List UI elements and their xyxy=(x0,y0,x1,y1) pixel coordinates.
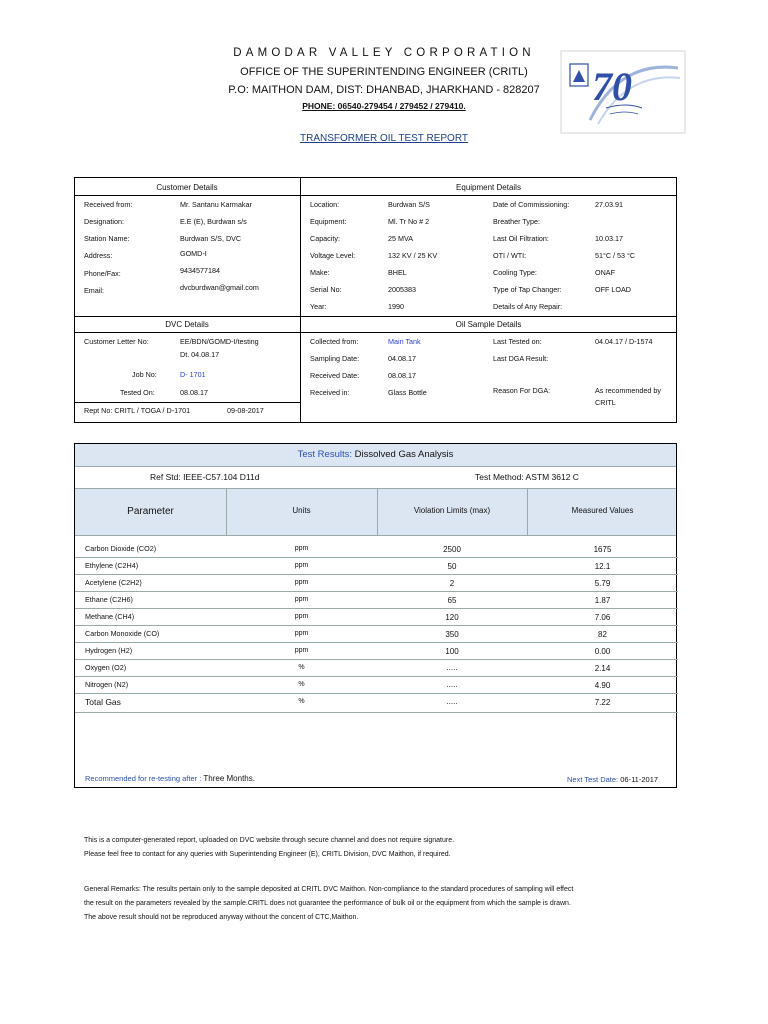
customer-value: E.E (E), Burdwan s/s xyxy=(180,217,247,226)
report-title: TRANSFORMER OIL TEST REPORT xyxy=(300,133,468,144)
last-tested-value: 04.04.17 / D-1574 xyxy=(595,337,653,346)
equipment-label: Last Oil Filtration: xyxy=(493,234,549,243)
letter-label: Customer Letter No: xyxy=(84,337,149,346)
organization-name: DAMODAR VALLEY CORPORATION xyxy=(233,47,535,59)
general-remarks-3: The above result should not be reproduced anyway without the concent of CTC,Maithon. xyxy=(84,914,359,921)
param-cell: Nitrogen (N2) xyxy=(85,680,129,689)
equipment-label: Voltage Level: xyxy=(310,251,356,260)
limit-cell: 2 xyxy=(449,579,455,588)
customer-details-title: Customer Details xyxy=(156,183,218,192)
tested-label: Tested On: xyxy=(120,388,155,397)
param-cell: Acetylene (C2H2) xyxy=(85,578,142,587)
oil-value: Glass Bottle xyxy=(388,388,427,397)
general-remarks-1: General Remarks: The results pertain only to the sample deposited at CRITL DVC Maithon. Non-compliance to the standard procedures of sampling will effect xyxy=(84,886,574,893)
value-cell: 7.06 xyxy=(594,613,611,622)
value-cell: 82 xyxy=(598,630,607,639)
tested-value: 08.08.17 xyxy=(180,388,208,397)
customer-value: 9434577184 xyxy=(180,266,220,275)
equipment-value: Burdwan S/S xyxy=(388,200,430,209)
limit-cell: 2500 xyxy=(443,545,461,554)
value-cell: 2.14 xyxy=(594,664,611,673)
details-box xyxy=(74,177,677,423)
oil-label: Received Date: xyxy=(310,371,360,380)
dvc-details-title: DVC Details xyxy=(165,320,209,329)
test-results-title: Test Results: Dissolved Gas Analysis xyxy=(297,449,454,460)
retest-recommendation: Recommended for re-testing after : Three Months. xyxy=(85,774,255,783)
unit-cell: % xyxy=(298,664,305,671)
letter-date: Dt. 04.08.17 xyxy=(180,350,220,359)
test-method: Test Method: ASTM 3612 C xyxy=(475,472,579,482)
equipment-label: Cooling Type: xyxy=(493,268,537,277)
equipment-value: OFF LOAD xyxy=(595,285,631,294)
test-results-table xyxy=(74,443,677,788)
job-label: Job No: xyxy=(132,370,157,379)
equipment-value: 25 MVA xyxy=(388,234,414,243)
param-cell: Carbon Monoxide (CO) xyxy=(85,629,160,638)
limit-cell: 350 xyxy=(445,630,459,639)
unit-cell: ppm xyxy=(294,545,309,552)
equipment-label: Details of Any Repair: xyxy=(493,302,563,311)
oil-value: Main Tank xyxy=(388,337,421,346)
customer-value: GOMD-I xyxy=(180,249,207,258)
equipment-value: 51°C / 53 °C xyxy=(595,251,636,260)
unit-cell: % xyxy=(298,698,305,705)
col-parameter: Parameter xyxy=(127,506,174,517)
equipment-value: BHEL xyxy=(388,268,407,277)
last-dga-label: Last DGA Result: xyxy=(493,354,549,363)
job-value: D- 1701 xyxy=(180,370,206,379)
unit-cell: ppm xyxy=(294,562,309,569)
limit-cell: ..... xyxy=(446,697,458,706)
letter-value: EE/BDN/GOMD-I/testing xyxy=(180,337,259,346)
value-cell: 5.79 xyxy=(594,579,611,588)
unit-cell: ppm xyxy=(294,579,309,586)
equipment-label: Equipment: xyxy=(310,217,347,226)
customer-label: Station Name: xyxy=(84,234,130,243)
customer-label: Address: xyxy=(84,251,113,260)
customer-value: Mr. Santanu Karmakar xyxy=(180,200,252,209)
equipment-label: Serial No: xyxy=(310,285,342,294)
equipment-label: Capacity: xyxy=(310,234,340,243)
customer-label: Designation: xyxy=(84,217,124,226)
equipment-label: OTI / WTI: xyxy=(493,251,527,260)
col-units: Units xyxy=(292,506,311,515)
value-cell: 7.22 xyxy=(594,698,611,707)
customer-label: Email: xyxy=(84,286,104,295)
next-test-date: Next Test Date: 06-11-2017 xyxy=(567,775,659,784)
unit-cell: % xyxy=(298,681,305,688)
oil-value: 08.08.17 xyxy=(388,371,416,380)
limit-cell: 65 xyxy=(447,596,457,605)
unit-cell: ppm xyxy=(294,630,309,637)
ref-std: Ref Std: IEEE-C57.104 D11d xyxy=(150,472,260,482)
logo-number: 70 xyxy=(592,64,632,109)
customer-label: Phone/Fax: xyxy=(84,269,121,278)
reason-value-2: CRITL xyxy=(595,398,616,407)
equipment-label: Breather Type: xyxy=(493,217,541,226)
col-limits: Violation Limits (max) xyxy=(413,506,491,515)
note-contact: Please feel free to contact for any queries with Superintending Engineer (E), CRITL Division, DVC Maithon, if required. xyxy=(84,851,451,858)
unit-cell: ppm xyxy=(294,596,309,603)
limit-cell: ..... xyxy=(446,663,458,672)
office-name: OFFICE OF THE SUPERINTENDING ENGINEER (CRITL) xyxy=(240,66,528,78)
note-computer-generated: This is a computer-generated report, uploaded on DVC website through secure channel and does not require signature. xyxy=(84,837,455,844)
oil-label: Collected from: xyxy=(310,337,359,346)
param-cell: Ethylene (C2H4) xyxy=(85,561,139,570)
col-measured: Measured Values xyxy=(571,506,634,515)
general-remarks-2: the result on the parameters revealed by the sample.CRITL does not guarantee the performance of bulk oil or the equipment from which the sample is drawn. xyxy=(84,900,571,907)
reason-value: As recommended by xyxy=(595,386,661,395)
value-cell: 1675 xyxy=(593,545,612,554)
rept-date: 09-08-2017 xyxy=(227,406,264,415)
equipment-label: Location: xyxy=(310,200,340,209)
equipment-details-title: Equipment Details xyxy=(456,183,521,192)
customer-label: Received from: xyxy=(84,200,133,209)
equipment-value: 2005383 xyxy=(388,285,416,294)
value-cell: 4.90 xyxy=(594,681,611,690)
dvc-70-years-logo xyxy=(560,50,686,134)
oil-label: Received in: xyxy=(310,388,350,397)
value-cell: 0.00 xyxy=(594,647,611,656)
equipment-label: Date of Commissioning: xyxy=(493,200,570,209)
customer-value: dvcburdwan@gmail.com xyxy=(180,283,259,292)
param-cell: Carbon Dioxide (CO2) xyxy=(85,544,157,553)
last-tested-label: Last Tested on: xyxy=(493,337,542,346)
equipment-label: Make: xyxy=(310,268,330,277)
limit-cell: ..... xyxy=(446,680,458,689)
limit-cell: 100 xyxy=(445,647,459,656)
value-cell: 1.87 xyxy=(594,596,611,605)
customer-value: Burdwan S/S, DVC xyxy=(180,234,242,243)
param-cell: Hydrogen (H2) xyxy=(85,646,133,655)
equipment-value: 27.03.91 xyxy=(595,200,623,209)
unit-cell: ppm xyxy=(294,613,309,620)
param-cell: Methane (CH4) xyxy=(85,612,135,621)
oil-label: Sampling Date: xyxy=(310,354,360,363)
reason-label: Reason For DGA: xyxy=(493,386,551,395)
equipment-label: Type of Tap Changer: xyxy=(493,285,562,294)
unit-cell: ppm xyxy=(294,647,309,654)
limit-cell: 50 xyxy=(447,562,457,571)
limit-cell: 120 xyxy=(445,613,459,622)
office-address: P.O: MAITHON DAM, DIST: DHANBAD, JHARKHAND - 828207 xyxy=(228,84,540,96)
equipment-value: 1990 xyxy=(388,302,404,311)
param-cell: Ethane (C2H6) xyxy=(85,595,133,604)
equipment-label: Year: xyxy=(310,302,327,311)
oil-sample-details-title: Oil Sample Details xyxy=(455,320,522,329)
equipment-value: 10.03.17 xyxy=(595,234,623,243)
equipment-value: ONAF xyxy=(595,268,615,277)
equipment-value: 132 KV / 25 KV xyxy=(388,251,438,260)
param-cell: Total Gas xyxy=(85,697,121,707)
param-cell: Oxygen (O2) xyxy=(85,663,127,672)
rept-no: Rept No: CRITL / TOGA / D-1701 xyxy=(84,406,191,415)
office-phone: PHONE: 06540-279454 / 279452 / 279410. xyxy=(302,101,466,111)
equipment-value: Ml. Tr No # 2 xyxy=(388,217,430,226)
oil-value: 04.08.17 xyxy=(388,354,416,363)
value-cell: 12.1 xyxy=(594,562,611,571)
